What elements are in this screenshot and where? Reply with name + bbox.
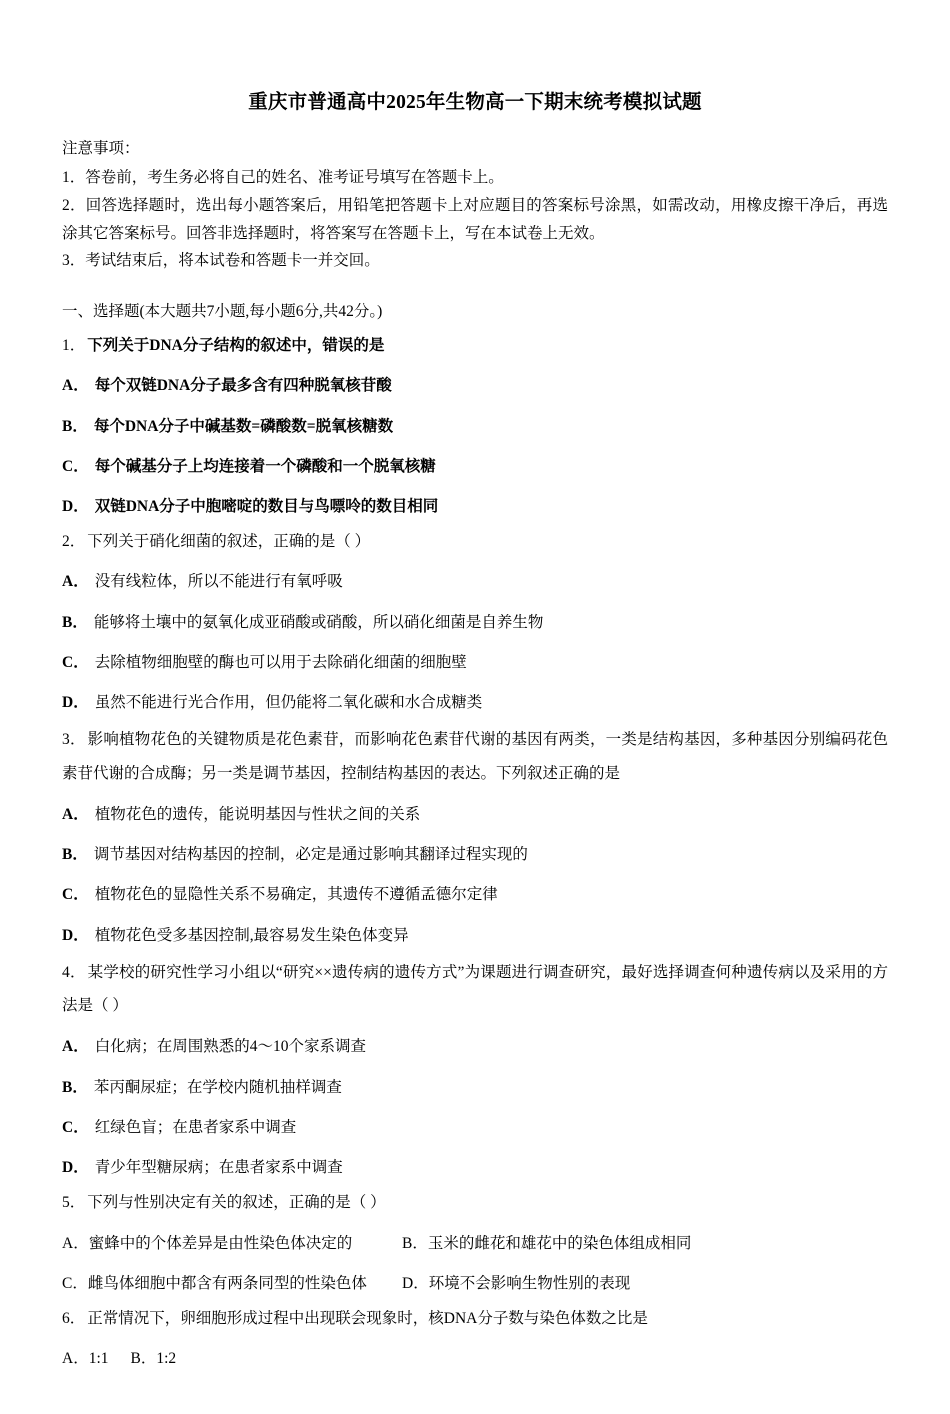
- option-label: C．: [62, 457, 89, 475]
- question-5: [62, 1188, 888, 1299]
- question-4-stem: [62, 956, 888, 1023]
- question-3: [62, 723, 888, 951]
- question-2-option-a: [62, 567, 888, 597]
- question-4: [62, 956, 888, 1184]
- option-label: A．: [62, 1038, 89, 1056]
- question-1-text: 下列关于DNA分子结构的叙述中，错误的是: [87, 337, 385, 355]
- question-3-number: 3．: [62, 731, 86, 749]
- option-text: 植物花色的显隐性关系不易确定，其遗传不遵循孟德尔定律: [94, 886, 498, 904]
- question-1-option-b: [62, 412, 888, 442]
- question-4-option-a: [62, 1032, 888, 1062]
- question-4-number: 4．: [62, 963, 86, 981]
- question-1-option-d: [62, 492, 888, 522]
- option-text: 环境不会影响生物性别的表现: [428, 1274, 631, 1292]
- option-label: A．: [62, 1350, 89, 1368]
- option-text: 红绿色盲；在患者家系中调查: [94, 1118, 297, 1136]
- option-label: A．: [62, 573, 89, 591]
- option-label: C．: [62, 1118, 89, 1136]
- question-5-option-c: [62, 1269, 402, 1299]
- notice-item-1: 1．答卷前，考生务必将自己的姓名、准考证号填写在答题卡上。: [62, 169, 504, 187]
- option-text: 每个双链DNA分子最多含有四种脱氧核苷酸: [94, 377, 392, 395]
- question-6-stem: [62, 1304, 888, 1334]
- option-label: B．: [62, 613, 88, 631]
- page-title: 重庆市普通高中2025年生物高一下期末统考模拟试题: [248, 92, 702, 113]
- option-label: B．: [62, 1078, 88, 1096]
- question-1-stem: [62, 331, 888, 361]
- question-2-stem: [62, 527, 888, 557]
- option-label: C．: [62, 1274, 88, 1292]
- question-3-option-d: [62, 921, 888, 951]
- question-1: [62, 331, 888, 522]
- option-text: 蜜蜂中的个体差异是由性染色体决定的: [88, 1234, 353, 1252]
- question-6-text: 正常情况下，卵细胞形成过程中出现联会现象时，核DNA分子数与染色体数之比是: [87, 1309, 648, 1327]
- question-5-option-b: [402, 1229, 888, 1259]
- question-3-option-b: [62, 840, 888, 870]
- option-text: 1:1: [88, 1350, 109, 1368]
- question-5-text: 下列与性别决定有关的叙述，正确的是（ ）: [87, 1194, 386, 1212]
- option-label: B．: [402, 1234, 428, 1252]
- question-4-option-b: [62, 1073, 888, 1103]
- option-label: A．: [62, 377, 89, 395]
- notice-heading: 注意事项：: [62, 140, 140, 158]
- option-label: D．: [62, 498, 89, 515]
- option-text: 每个碱基分子上均连接着一个磷酸和一个脱氧核糖: [94, 457, 436, 475]
- option-label: B．: [130, 1350, 157, 1368]
- question-2-option-b: [62, 608, 888, 638]
- section-heading: 一、选择题(本大题共7小题,每小题6分,共42分。): [62, 302, 383, 320]
- notice-item-2: 2．回答选择题时，选出每小题答案后，用铅笔把答题卡上对应题目的答案标号涂黑，如需改动，用橡皮擦干净后，再选涂其它答案标号。回答非选择题时，将答案写在答题卡上，写在本试卷上无效。: [62, 196, 888, 242]
- option-label: C．: [62, 653, 89, 671]
- question-6-option-a: [62, 1344, 131, 1374]
- question-4-text: 某学校的研究性学习小组以“研究××遗传病的遗传方式”为课题进行调查研究，最好选择调查何种遗传病以及采用的方法是（ ）: [62, 963, 888, 1015]
- option-label: B．: [62, 417, 88, 435]
- option-text: 能够将土壤中的氨氧化成亚硝酸或硝酸，所以硝化细菌是自养生物: [93, 613, 544, 631]
- question-3-text: 影响植物花色的关键物质是花色素苷，而影响花色素苷代谢的基因有两类，一类是结构基因，多种基因分别编码花色素苷代谢的合成酶；另一类是调节基因，控制结构基因的表达。下列叙述正确的是: [62, 731, 888, 782]
- notice-item-3: 3．考试结束后，将本试卷和答题卡一并交回。: [62, 252, 380, 270]
- question-6-number: 6．: [62, 1309, 86, 1327]
- question-5-option-d: [402, 1269, 888, 1299]
- option-text: 没有线粒体，所以不能进行有氧呼吸: [94, 573, 343, 591]
- option-label: C．: [62, 886, 89, 904]
- option-text: 白化病；在周围熟悉的4～10个家系调查: [94, 1038, 366, 1056]
- question-4-option-d: [62, 1153, 888, 1183]
- question-5-option-a: [62, 1229, 402, 1259]
- question-2-number: 2．: [62, 533, 86, 551]
- option-text: 植物花色的遗传，能说明基因与性状之间的关系: [94, 805, 421, 823]
- option-text: 苯丙酮尿症；在学校内随机抽样调查: [93, 1078, 342, 1096]
- question-3-stem: [62, 723, 888, 790]
- option-text: 调节基因对结构基因的控制，必定是通过影响其翻译过程实现的: [93, 846, 528, 864]
- question-2: [62, 527, 888, 718]
- question-1-option-c: [62, 452, 888, 482]
- option-text: 1:2: [156, 1350, 177, 1368]
- question-5-option-row-1: [62, 1229, 888, 1259]
- option-text: 去除植物细胞壁的酶也可以用于去除硝化细菌的细胞壁: [94, 653, 467, 671]
- question-1-number: 1．: [62, 337, 86, 355]
- option-label: A．: [62, 1234, 89, 1252]
- question-1-option-a: [62, 371, 888, 401]
- option-text: 青少年型糖尿病；在患者家系中调查: [94, 1159, 343, 1177]
- question-2-text: 下列关于硝化细菌的叙述，正确的是（ ）: [87, 533, 371, 551]
- question-5-option-row-2: [62, 1269, 888, 1299]
- question-6-option-row: [62, 1344, 888, 1374]
- question-3-option-a: [62, 800, 888, 830]
- question-3-option-c: [62, 880, 888, 910]
- question-6-option-b: [131, 1344, 177, 1374]
- question-6: [62, 1304, 888, 1374]
- question-5-number: 5．: [62, 1194, 86, 1212]
- option-text: 双链DNA分子中胞嘧啶的数目与鸟嘌呤的数目相同: [94, 498, 439, 515]
- question-2-option-d: [62, 688, 888, 718]
- question-5-stem: [62, 1188, 888, 1218]
- option-label: D．: [402, 1274, 429, 1292]
- option-label: D．: [62, 926, 89, 944]
- option-text: 雌鸟体细胞中都含有两条同型的性染色体: [87, 1274, 367, 1292]
- option-label: D．: [62, 694, 89, 712]
- option-label: B．: [62, 846, 88, 864]
- option-text: 虽然不能进行光合作用，但仍能将二氧化碳和水合成糖类: [94, 694, 483, 712]
- option-label: A．: [62, 805, 89, 823]
- option-label: D．: [62, 1159, 89, 1177]
- option-text: 每个DNA分子中碱基数=磷酸数=脱氧核糖数: [93, 417, 394, 435]
- option-text: 玉米的雌花和雄花中的染色体组成相同: [427, 1234, 692, 1252]
- option-text: 植物花色受多基因控制,最容易发生染色体变异: [94, 926, 409, 944]
- question-4-option-c: [62, 1113, 888, 1143]
- question-2-option-c: [62, 648, 888, 678]
